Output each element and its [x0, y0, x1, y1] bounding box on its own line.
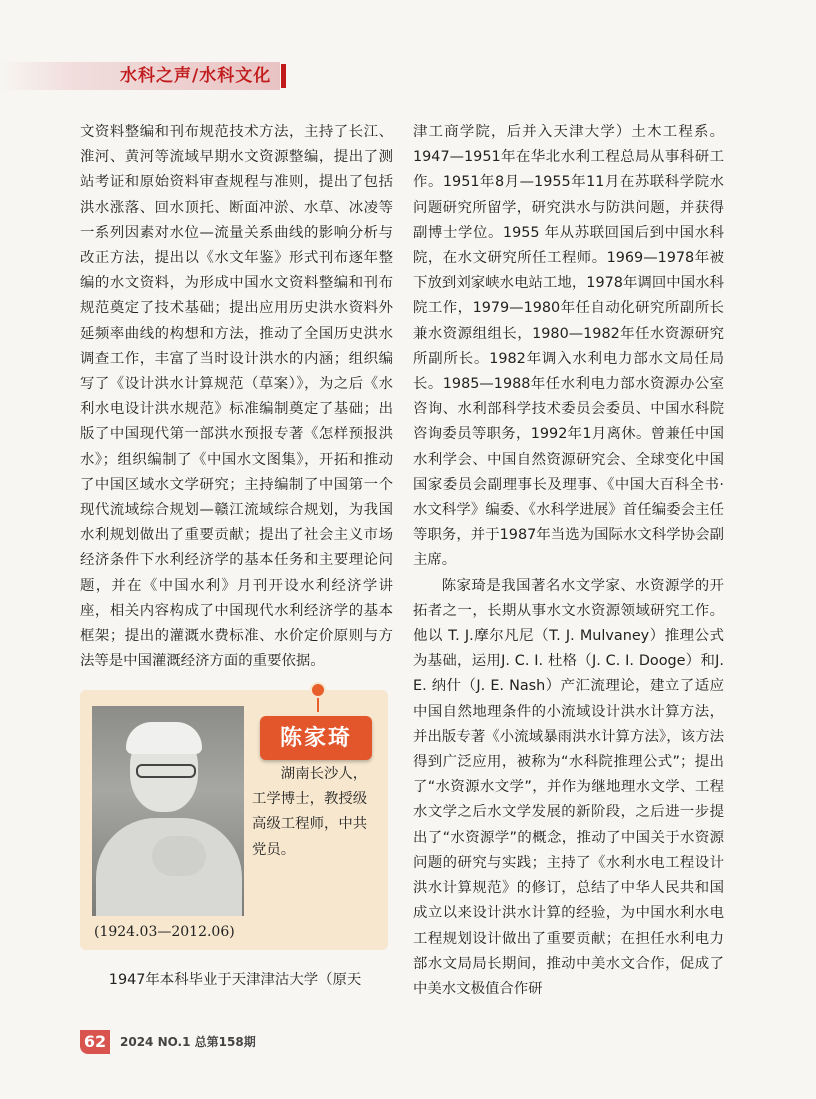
bio-text: 湖南长沙人，工学博士，教授级高级工程师，中共党员。	[252, 766, 368, 858]
right-column	[413, 120, 724, 1002]
photo-glasses-shape	[136, 764, 196, 778]
right-paragraph-1: 津工商学院，后并入天津大学）土木工程系。1947—1951年在华北水利工程总局从事科研工作。1951年8月—1955年11月在苏联科学院水问题研究所留学，研究洪水与防洪问题，并获得副博士学位。1955 年从苏联回国后到中国水科院，在水文研究所任工程师。1969—1978年被下放到刘家峡水电站工地，1978年调回中国水科院工作，1979—1980年任自动化研究所副所长兼水资源组组长，1980—1982年任水资源研究所副所长。1982年调入水利电力部水文局任局长。1985—1988年任水利电力部水资源办公室咨询、水利部科学技术委员会委员、中国水科院咨询委员等职务，1992年1月离休。曾兼任中国水利学会、中国自然资源研究会、全球变化中国国家委员会副理事长及理事、《中国大百科全书·水文科学》编委、《水科学进展》首任编委会主任等职务，并于1987年当选为国际水文科学协会副主席。	[413, 124, 724, 569]
header-accent-mark	[281, 64, 286, 88]
issue-label: 2024 NO.1 总第158期	[120, 1035, 256, 1049]
left-column	[80, 120, 393, 674]
left-paragraph: 文资料整编和刊布规范技术方法，主持了长江、淮河、黄河等流域早期水文资源整编，提出了测站考证和原始资料审查规程与准则，提出了包括洪水涨落、回水顶托、断面冲淤、水草、冰凌等一系列因素对水位—流量关系曲线的影响分析与改正方法，提出以《水文年鉴》形式刊布逐年整编的水文资料，为形成中国水文资料整编和刊布规范奠定了技术基础；提出应用历史洪水资料外延频率曲线的构想和方法，推动了全国历史洪水调查工作，丰富了当时设计洪水的内涵；组织编写了《设计洪水计算规范（草案）》，为之后《水利水电设计洪水规范》标准编制奠定了基础；出版了中国现代第一部洪水预报专著《怎样预报洪水》；组织编制了《中国水文图集》，开拓和推动了中国区域水文学研究；主持编制了中国第一个现代流域综合规划—赣江流域综合规划，为我国水利规划做出了重要贡献；提出了社会主义市场经济条件下水利经济学的基本任务和主要理论问题，并在《中国水利》月刊开设水利经济学讲座，相关内容构成了中国现代水利经济学的基本框架；提出的灌溉水费标准、水价定价原则与方法等是中国灌溉经济方面的重要依据。	[80, 124, 393, 670]
life-dates: (1924.03—2012.06)	[94, 924, 235, 940]
photo-hands-shape	[152, 836, 206, 876]
pin-icon	[310, 682, 326, 698]
photo-hair-shape	[126, 722, 202, 754]
name-tag: 陈家琦	[260, 716, 372, 760]
left-bottom-paragraph: 1947年本科毕业于天津津沽大学（原天	[108, 972, 362, 988]
profile-bio	[252, 762, 372, 863]
section-title: 水科之声/水科文化	[120, 66, 272, 86]
portrait-photo	[92, 706, 244, 916]
right-paragraph-2: 陈家琦是我国著名水文学家、水资源学的开拓者之一，长期从事水文水资源领域研究工作。他以 T. J.摩尔凡尼（T. J. Mulvaney）推理公式为基础，运用J. C. I. 杜格（J. C. I. Dooge）和J. E. 纳什（J. E. Nash）产汇流理论，建立了适应中国自然地理条件的小流域设计洪水计算方法，并出版专著《小流域暴雨洪水计算方法》，该方法得到广泛应用，被称为“水科院推理公式”；提出了“水资源水文学”，并作为继地理水文学、工程水文学之后水文学发展的新阶段，之后进一步提出了“水资源学”的概念，推动了中国关于水资源问题的研究与实践；主持了《水利水电工程设计洪水计算规范》的修订，总结了中华人民共和国成立以来设计洪水计算的经验，为中国水利水电工程规划设计做出了重要贡献；在担任水利电力部水文局局长期间，推动中美水文合作，促成了中美水文极值合作研	[413, 577, 724, 997]
page-number: 62	[80, 1030, 110, 1054]
